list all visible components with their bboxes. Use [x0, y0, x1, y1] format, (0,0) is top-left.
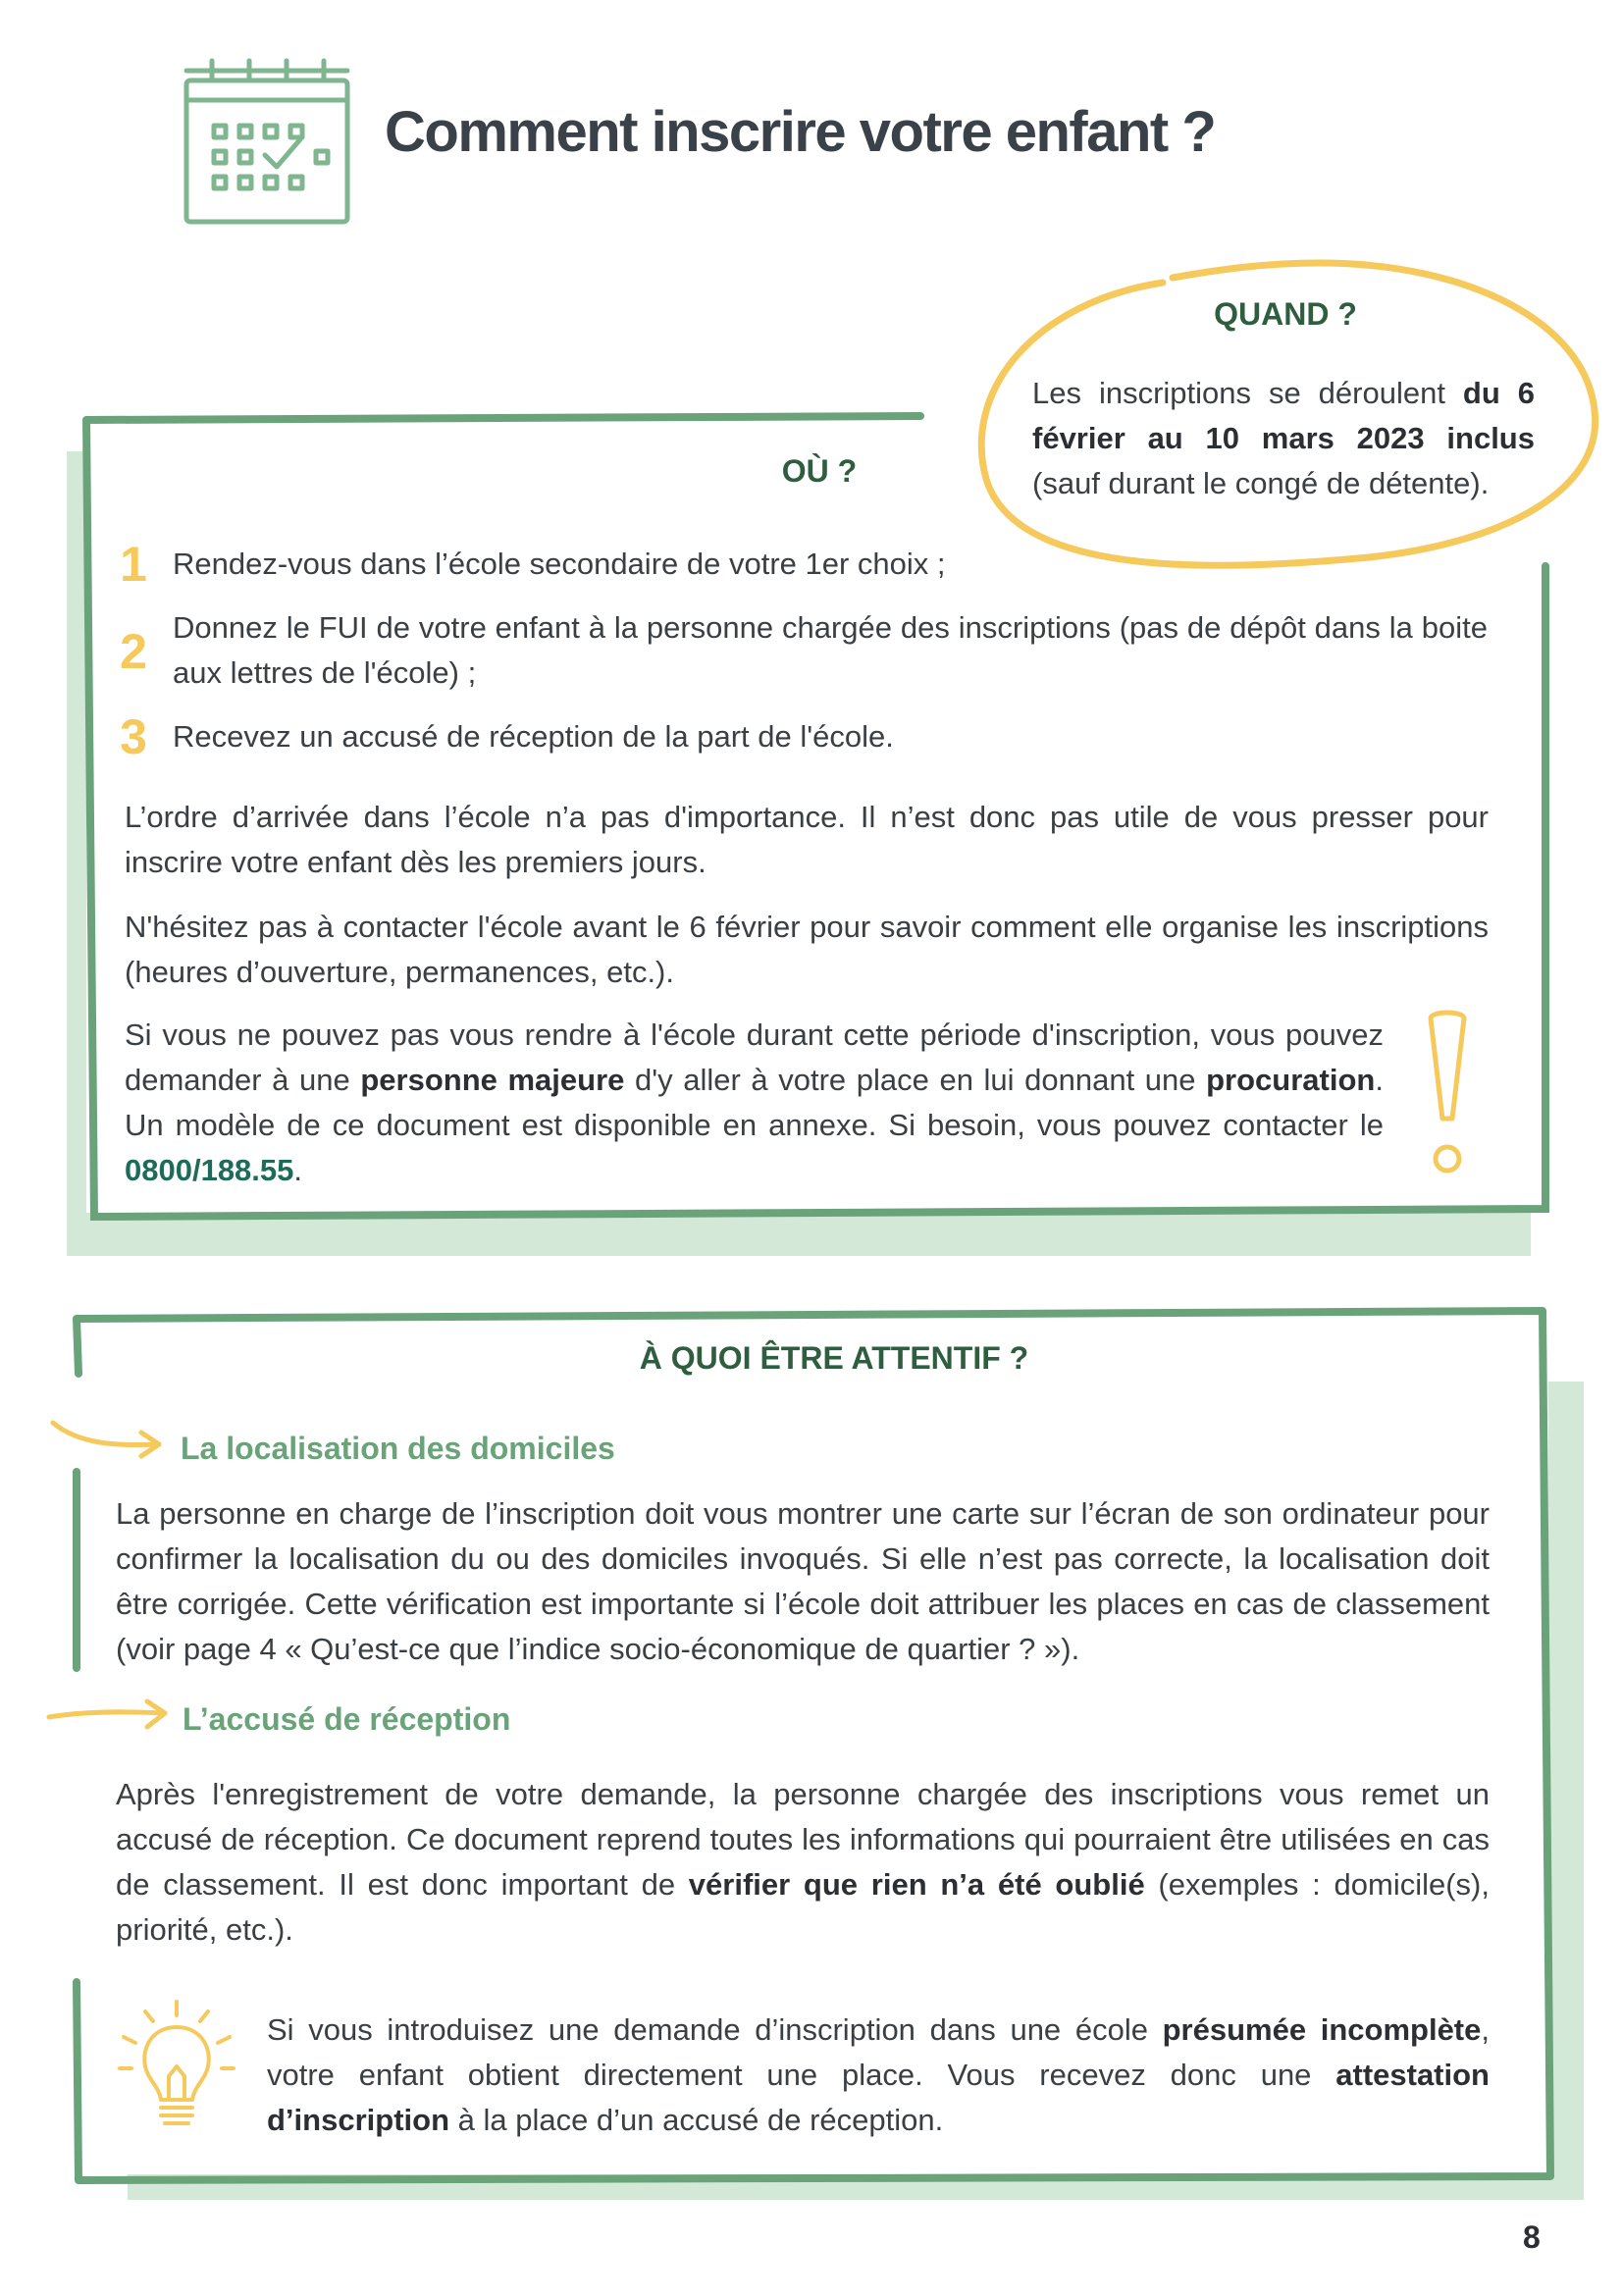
page-number: 8: [1523, 2219, 1541, 2255]
step-number-1: 1: [120, 537, 147, 592]
quand-heading: QUAND ?: [1214, 296, 1357, 332]
ou-heading: OÙ ?: [781, 453, 858, 489]
step-text-3: Recevez un accusé de réception de la part de l'école.: [173, 719, 894, 754]
ou-paragraph-1: L’ordre d’arrivée dans l’école n’a pas d'importance. Il n’est donc pas utile de vous presser pour inscrire votre enfant dès les premiers jours.: [125, 800, 1489, 879]
phone-number[interactable]: 0800/188.55: [125, 1153, 294, 1187]
quand-text: Les inscriptions se déroulent du 6 février au 10 mars 2023 inclus (sauf durant le congé de détente).: [1032, 376, 1535, 500]
arrow-right-icon: [49, 1415, 167, 1464]
accuse-text: Après l'enregistrement de votre demande, la personne chargée des inscriptions vous remet un accusé de réception. Ce document reprend toutes les informations qui pourraient être utilisées en cas de classement. Il est donc important de vérifier que rien n’a été oublié (exemples : domicile(s), priorité, etc.).: [116, 1777, 1490, 1947]
exclamation-icon: [1425, 1009, 1470, 1177]
arrow-right-icon: [45, 1696, 173, 1735]
ou-paragraph-3: Si vous ne pouvez pas vous rendre à l'école durant cette période d'inscription, vous pouvez demander à une personne majeure d'y aller à votre place en lui donnant une procuration. Un modèle de ce document est disponible en annexe. Si besoin, vous pouvez contacter le 0800/188.55.: [125, 1018, 1384, 1187]
ou-paragraph-2: N'hésitez pas à contacter l'école avant le 6 février pour savoir comment elle organise les inscriptions (heures d’ouverture, permanences, etc.).: [125, 910, 1489, 989]
step-text-1: Rendez-vous dans l’école secondaire de votre 1er choix ;: [173, 547, 946, 581]
tip-text: Si vous introduisez une demande d’inscription dans une école présumée incomplète, votre enfant obtient directement une place. Vous recevez donc une attestation d’inscription à la place d’un accusé de réception.: [267, 2012, 1490, 2137]
lightbulb-icon: [116, 1998, 237, 2135]
step-number-2: 2: [120, 624, 147, 679]
section-title-localisation: La localisation des domiciles: [181, 1431, 615, 1466]
step-number-3: 3: [120, 709, 147, 764]
section-title-accuse: L’accusé de réception: [183, 1701, 511, 1737]
step-text-2: Donnez le FUI de votre enfant à la personne chargée des inscriptions (pas de dépôt dans la boite aux lettres de l'école) ;: [173, 610, 1488, 690]
page-title: Comment inscrire votre enfant ?: [385, 100, 1216, 164]
attentif-heading: À QUOI ÊTRE ATTENTIF ?: [639, 1340, 1029, 1376]
localisation-text: La personne en charge de l’inscription doit vous montrer une carte sur l’écran de son ordinateur pour confirmer la localisation du ou des domiciles invoqués. Si elle n’est pas correcte, la localisation doit être corrigée. Cette vérification est importante si l’école doit attribuer les places en cas de classement (voir page 4 « Qu’est-ce que l’indice socio-économique de quartier ? »).: [116, 1496, 1490, 1666]
